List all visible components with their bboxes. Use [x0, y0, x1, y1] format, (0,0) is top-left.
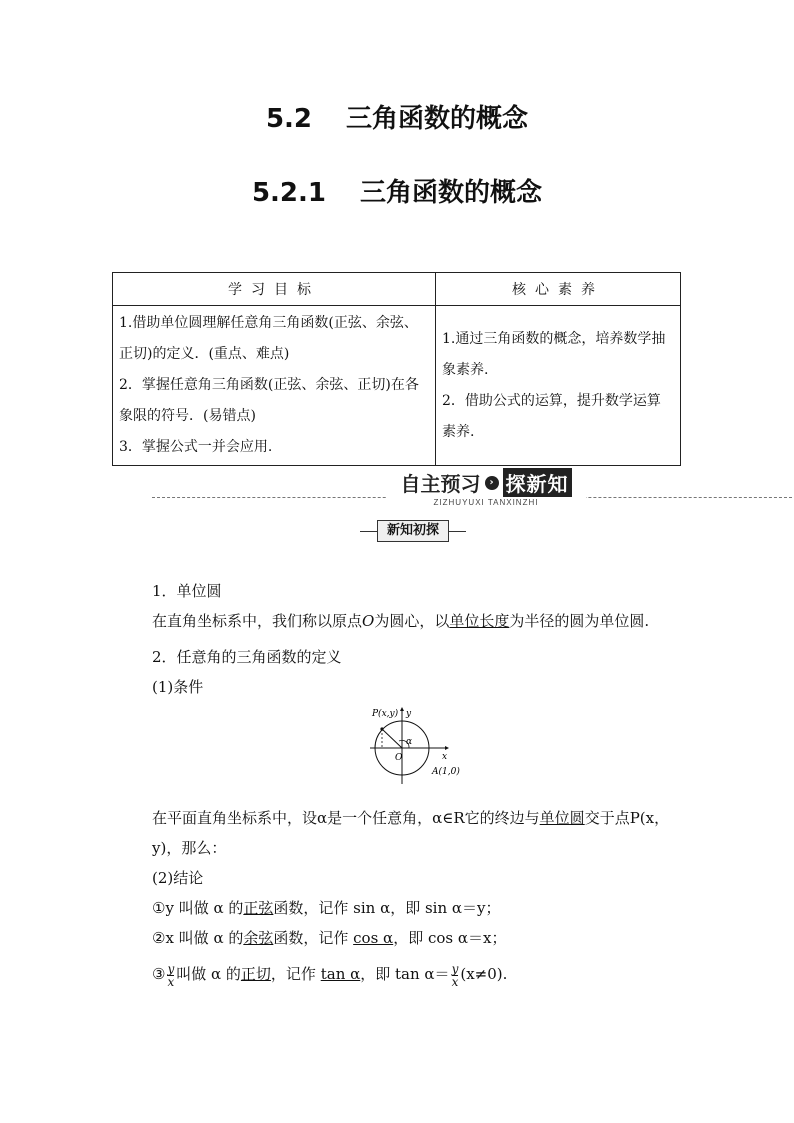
fraction-y-over-x	[167, 963, 174, 988]
section-banner	[386, 468, 586, 507]
text: ，即 cos α＝x；	[393, 929, 507, 947]
section-heading: 三角函数的概念	[346, 104, 529, 134]
point-a-label: A(1,0)	[432, 767, 460, 777]
subsection-title	[0, 172, 794, 209]
conclusion-cosine	[118, 923, 688, 953]
tag-label: 新知初探	[377, 520, 449, 542]
subsection-heading: 三角函数的概念	[360, 178, 543, 208]
blank-answer: tan α	[320, 965, 361, 983]
denominator: x	[167, 974, 175, 989]
text: 函数，记作	[273, 929, 349, 947]
paragraph	[118, 803, 688, 863]
x-label: x	[442, 752, 448, 762]
numerator: y	[167, 961, 175, 976]
text: ③	[152, 965, 166, 983]
goal-item: 3．掌握公式一并会应用.	[119, 439, 273, 455]
blank-answer: 单位长度	[449, 612, 510, 630]
conclusion-label: (2)结论	[152, 869, 204, 887]
alpha-label: α	[406, 737, 413, 747]
x-axis-arrow	[445, 746, 449, 750]
blank-answer: cos α	[353, 929, 394, 947]
y-label: y	[406, 709, 412, 719]
text: 在直角坐标系中，我们称以原点	[152, 612, 363, 630]
text: 交于点P(x，y)，那么：	[152, 809, 670, 857]
blank-answer: 单位圆	[539, 809, 585, 827]
goals-cell	[113, 306, 436, 466]
blank-answer: 正弦	[243, 899, 274, 917]
text: 为半径的圆为单位圆.	[509, 612, 650, 630]
paragraph	[118, 606, 688, 636]
literacy-item: 2．借助公式的运算，提升数学运算素养.	[442, 392, 661, 440]
literacy-item: 1.通过三角函数的概念，培养数学抽象素养.	[442, 330, 666, 378]
unit-circle-section	[118, 576, 688, 702]
banner-right: 探新知	[503, 468, 572, 497]
text: 函数，记作 sin α，即 sin α＝y；	[273, 899, 501, 917]
banner-subtitle: ZIZHUYUXI TANXINZHI	[433, 498, 539, 507]
text: 叫做 α 的	[176, 965, 241, 983]
conclusion-tangent	[118, 959, 688, 989]
text: (x≠0).	[460, 965, 508, 983]
blank-answer: 余弦	[243, 929, 274, 947]
denominator: x	[451, 974, 459, 989]
text: ②x 叫做 α 的	[152, 929, 244, 947]
literacy-cell	[436, 306, 681, 466]
text: ①y 叫做 α 的	[152, 899, 244, 917]
literacy-header: 核心素养	[436, 273, 681, 306]
numerator: y	[451, 961, 459, 976]
definition-section	[118, 803, 688, 989]
origin-label: O	[395, 753, 403, 763]
terminal-side	[382, 729, 402, 748]
goal-item: 2．掌握任意角三角函数(正弦、余弦、正切)在各象限的符号．(易错点)	[119, 377, 419, 424]
conclusion-sine	[118, 893, 688, 923]
section-heading: 1．单位圆	[152, 582, 222, 600]
text: ，即 tan α＝	[360, 965, 450, 983]
text: 为圆心，以	[374, 612, 450, 630]
fraction-y-over-x	[452, 963, 459, 988]
goals-table	[112, 272, 681, 466]
blank-answer: 正切	[240, 965, 271, 983]
section-heading: 2．任意角的三角函数的定义	[152, 648, 342, 666]
unit-circle-diagram	[370, 706, 470, 786]
point-p-label: P(x,y)	[372, 709, 399, 719]
banner-left: 自主预习	[400, 472, 481, 496]
new-knowledge-tag	[360, 520, 466, 542]
section-number: 5.2	[265, 104, 313, 134]
arrow-icon: ›	[485, 476, 499, 490]
subsection-number: 5.2.1	[251, 178, 326, 208]
y-axis-arrow	[400, 707, 404, 711]
text: O	[362, 612, 375, 630]
text: 在平面直角坐标系中，设α是一个任意角，α∈R它的终边与	[152, 809, 540, 827]
text: ，记作	[270, 965, 316, 983]
section-title	[0, 98, 794, 135]
goal-item: 1.借助单位圆理解任意角三角函数(正弦、余弦、正切)的定义．(重点、难点)	[119, 315, 418, 362]
goals-header: 学习目标	[113, 273, 436, 306]
point-p	[380, 727, 383, 730]
condition-label: (1)条件	[152, 678, 204, 696]
